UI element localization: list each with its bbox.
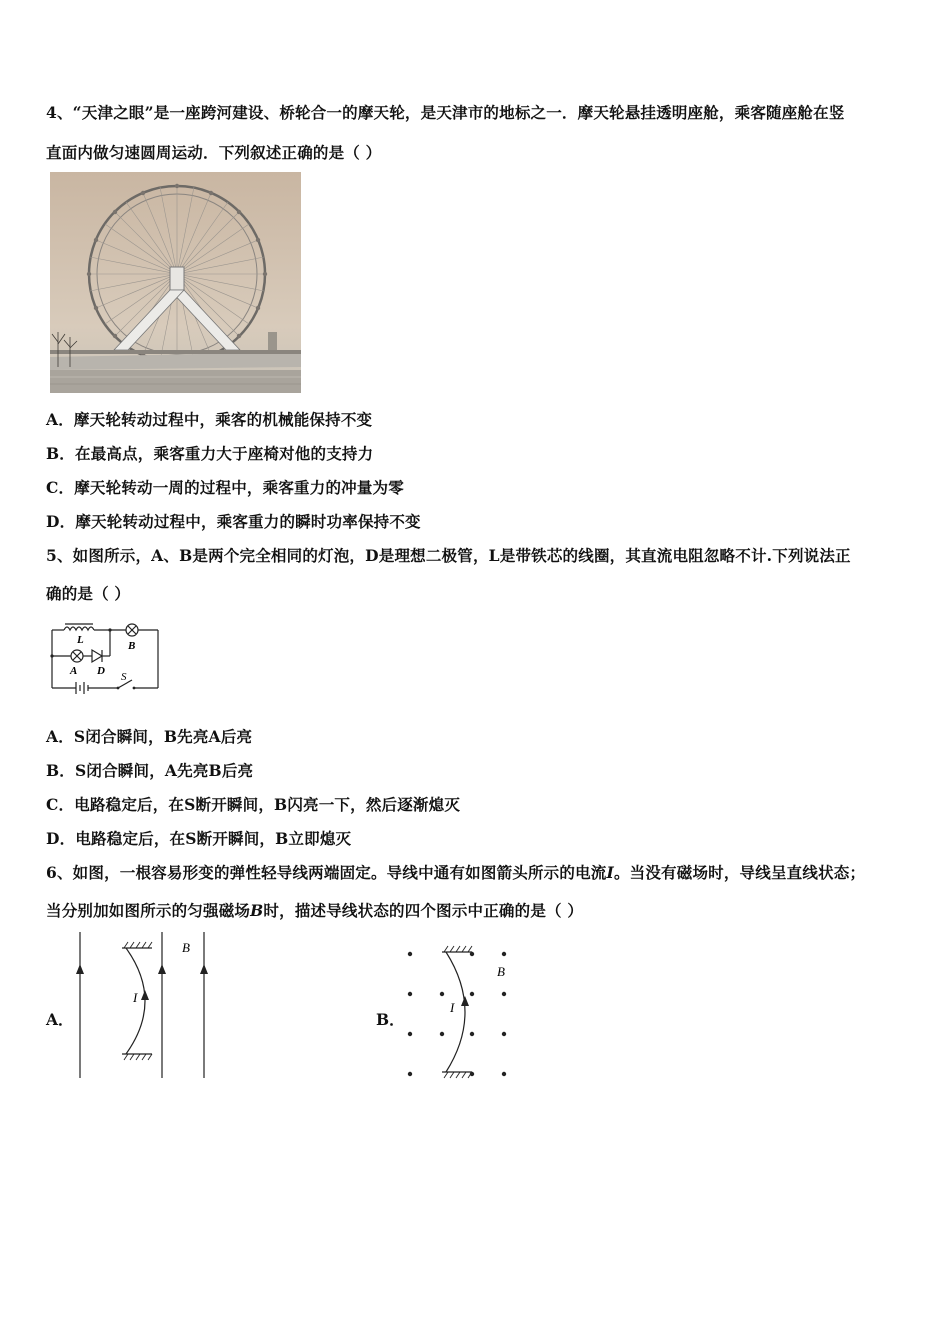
circuit-diagram (44, 618, 164, 696)
ferris-wheel-photo (50, 172, 301, 393)
q6-stem-line2-a: 当分别加如图所示的匀强磁场 (46, 901, 251, 920)
q5-option-a: A．S闭合瞬间，B先亮A后亮 (46, 727, 253, 746)
q6-a-label-b: B (182, 940, 190, 955)
q4-option-c: C．摩天轮转动一周的过程中，乘客重力的冲量为零 (46, 478, 404, 497)
q6-option-a-label: A． (46, 1010, 74, 1029)
q5-option-c: C．电路稳定后，在S断开瞬间，B闪亮一下，然后逐渐熄灭 (46, 795, 461, 814)
q6-option-b-label: B． (376, 1010, 405, 1029)
q6-stem-var-i: I (606, 863, 614, 882)
q5-option-b: B．S闭合瞬间，A先亮B后亮 (46, 761, 254, 780)
q6-stem-var-b: B (250, 901, 264, 920)
circuit-label-l: L (77, 634, 84, 646)
q6-option-a-figure (70, 928, 210, 1080)
circuit-label-a: A (70, 665, 78, 677)
q6-stem-line1 (46, 861, 865, 883)
q4-option-b: B．在最高点，乘客重力大于座椅对他的支持力 (46, 444, 374, 463)
q5-option-d: D．电路稳定后，在S断开瞬间，B立即熄灭 (46, 829, 352, 848)
q6-stem-line2-b: 时，描述导线状态的四个图示中正确的是（ ） (263, 901, 584, 920)
q4-option-a: A．摩天轮转动过程中，乘客的机械能保持不变 (46, 410, 373, 429)
q6-stem-line1-b: 。当没有磁场时，导线呈直线状态； (613, 863, 866, 882)
circuit-label-s: S (121, 671, 127, 683)
q5-stem-line1: 5、如图所示，A、B是两个完全相同的灯泡，D是理想二极管，L是带铁芯的线圈，其直流电阻忽略不计.下列说法正 (46, 546, 851, 565)
q6-b-label-b: B (497, 964, 505, 979)
q6-stem-line2 (46, 899, 583, 921)
q6-option-b-figure (400, 944, 520, 1084)
circuit-label-d: D (97, 665, 105, 677)
q4-option-d: D．摩天轮转动过程中，乘客重力的瞬时功率保持不变 (46, 512, 421, 531)
q5-stem-line2: 确的是（ ） (46, 584, 131, 603)
q4-stem-line2: 直面内做匀速圆周运动．下列叙述正确的是（ ） (46, 143, 382, 162)
q6-b-label-i: I (450, 1000, 455, 1015)
q4-stem-line1: 4、“天津之眼”是一座跨河建设、桥轮合一的摩天轮，是天津市的地标之一．摩天轮悬挂透明座舱，乘客随座舱在竖 (46, 103, 845, 122)
circuit-label-b: B (128, 640, 136, 652)
q6-a-label-i: I (133, 990, 138, 1005)
q6-stem-line1-a: 6、如图，一根容易形变的弹性轻导线两端固定。导线中通有如图箭头所示的电流 (46, 863, 607, 882)
